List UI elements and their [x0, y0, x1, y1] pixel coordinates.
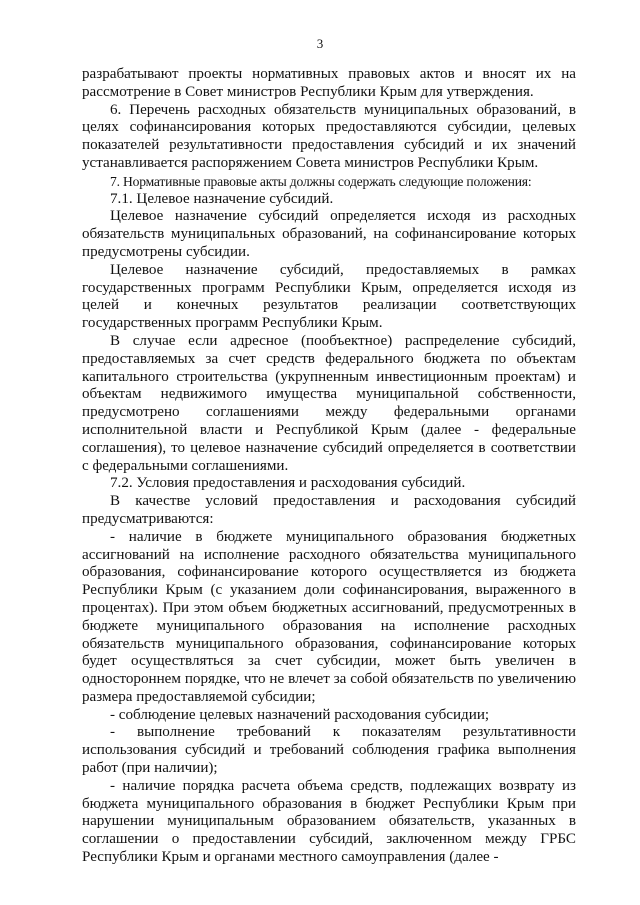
paragraph-7-1-c: В случае если адресное (пообъектное) распределение субсидий, предоставляемых за счет средств федерального бюджета по объектам капитального строительства (укрупненным инвестиционным проектам) и объектам недвижимого имущества муниципальной собственности, предусмотрено соглашениями между федеральными органами исполнительной власти и Республикой Крым (далее - федеральные соглашения), то целевое назначение субсидий определяется в соответствии с федеральными соглашениями.: [82, 332, 576, 474]
paragraph-continuation: разрабатывают проекты нормативных правовых актов и вносят их на рассмотрение в Совет министров Республики Крым для утверждения.: [82, 66, 576, 100]
paragraph-7-1: 7.1. Целевое назначение субсидий.: [110, 190, 334, 207]
paragraph-7-1-b: Целевое назначение субсидий, предоставляемых в рамках государственных программ Республики Крым, определяется исходя из целей и конечных результатов реализации соответствующих государственных программ Республики Крым.: [82, 261, 576, 332]
document-body: [82, 66, 576, 867]
paragraph-7: 7. Нормативные правовые акты должны содержать следующие положения:: [110, 173, 532, 189]
paragraph-7-1-a: Целевое назначение субсидий определяется исходя из расходных обязательств муниципальных образований, на софинансирование которых предусмотрены субсидии.: [82, 208, 576, 260]
paragraph-7-2-b: - наличие в бюджете муниципального образования бюджетных ассигнований на исполнение расходного обязательства муниципального образования, софинансирование которого осуществляется из бюджета Республики Крым (с указанием доли софинансирования, выраженного в процентах). При этом объем бюджетных ассигнований, предусмотренных в бюджете муниципального образования на исполнение расходных обязательств муниципального образования, софинансирование которых будет осуществляться за счет субсидии, может быть увеличен в одностороннем порядке, что не влечет за собой обязательств по увеличению размера предоставляемой субсидии;: [82, 528, 576, 705]
paragraph-7-2-e: - наличие порядка расчета объема средств, подлежащих возврату из бюджета муниципального образования в бюджет Республики Крым при нарушении муниципальным образованием обязательств, указанных в соглашении о предоставлении субсидий, заключенном между ГРБС Республики Крым и органами местного самоуправления (далее -: [82, 777, 576, 866]
paragraph-7-2-d: - выполнение требований к показателям результативности использования субсидий и требований соблюдения графика выполнения работ (при наличии);: [82, 724, 576, 777]
paragraph-6: 6. Перечень расходных обязательств муниципальных образований, в целях софинансирования которых предоставляются субсидии, целевых показателей результативности предоставления субсидий и их значений устанавливается распоряжением Совета министров Республики Крым.: [82, 101, 576, 171]
paragraph-7-2-c: - соблюдение целевых назначений расходования субсидии;: [110, 706, 490, 723]
paragraph-7-2-a: В качестве условий предоставления и расходования субсидий предусматриваются:: [82, 493, 576, 527]
paragraph-7-2: 7.2. Условия предоставления и расходования субсидий.: [110, 475, 466, 492]
page-number: 3: [316, 36, 324, 51]
